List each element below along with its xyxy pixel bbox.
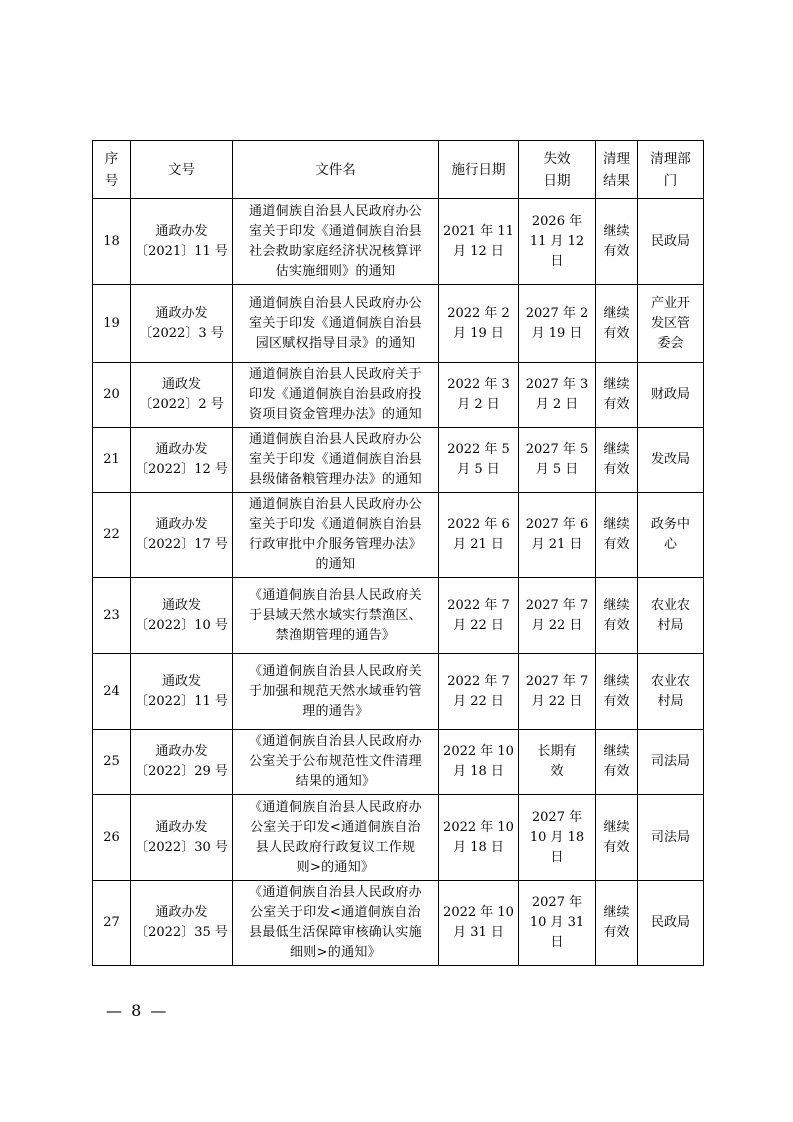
cell-dept: 民政局 [638,881,704,966]
table-row [93,285,704,363]
cell-seq: 25 [93,730,131,795]
cell-result: 继续 有效 [596,795,638,881]
header-doc-no: 文号 [131,141,233,199]
cell-file-name: 《通道侗族自治县人民政府办 公室关于公布规范性文件清理 结果的通知》 [233,730,439,795]
cell-result: 继续 有效 [596,654,638,730]
cell-effective-date: 2021 年 11 月 12 日 [439,199,519,285]
cell-effective-date: 2022 年 5 月 5 日 [439,428,519,493]
cell-result: 继续 有效 [596,428,638,493]
cell-expiry-date: 2027 年 6 月 21 日 [519,493,596,578]
page-number: — 8 — [106,1001,169,1020]
cell-expiry-date: 长期有 效 [519,730,596,795]
cell-result: 继续 有效 [596,363,638,428]
cell-effective-date: 2022 年 7 月 22 日 [439,578,519,654]
table-row [93,493,704,578]
document-table [92,140,704,966]
cell-file-name: 通道侗族自治县人民政府关于 印发《通道侗族自治县政府投 资项目资金管理办法》的通知 [233,363,439,428]
cell-file-name: 《通道侗族自治县人民政府关 于县域天然水域实行禁渔区、 禁渔期管理的通告》 [233,578,439,654]
table-row [93,199,704,285]
cell-doc-no: 通政办发 〔2022〕12 号 [131,428,233,493]
cell-seq: 20 [93,363,131,428]
cell-effective-date: 2022 年 10 月 18 日 [439,730,519,795]
cell-seq: 22 [93,493,131,578]
cell-dept: 产业开 发区管 委会 [638,285,704,363]
header-expiry-date: 失效 日期 [519,141,596,199]
cell-seq: 23 [93,578,131,654]
table-row [93,428,704,493]
cell-expiry-date: 2027 年 5 月 5 日 [519,428,596,493]
cell-file-name: 《通道侗族自治县人民政府办 公室关于印发<通道侗族自治 县最低生活保障审核确认实施 细则>的通知》 [233,881,439,966]
cell-seq: 27 [93,881,131,966]
cell-dept: 农业农 村局 [638,578,704,654]
cell-effective-date: 2022 年 3 月 2 日 [439,363,519,428]
cell-doc-no: 通政办发 〔2022〕30 号 [131,795,233,881]
cell-expiry-date: 2027 年 10 月 18 日 [519,795,596,881]
cell-dept: 司法局 [638,795,704,881]
cell-seq: 26 [93,795,131,881]
cell-effective-date: 2022 年 6 月 21 日 [439,493,519,578]
cell-doc-no: 通政发 〔2022〕10 号 [131,578,233,654]
cell-expiry-date: 2027 年 3 月 2 日 [519,363,596,428]
table-header-row [93,141,704,199]
cell-doc-no: 通政办发 〔2022〕35 号 [131,881,233,966]
cell-doc-no: 通政办发 〔2022〕3 号 [131,285,233,363]
header-file-name: 文件名 [233,141,439,199]
cell-seq: 19 [93,285,131,363]
cell-file-name: 《通道侗族自治县人民政府办 公室关于印发<通道侗族自治 县人民政府行政复议工作规 则>的通知》 [233,795,439,881]
cell-dept: 民政局 [638,199,704,285]
cell-result: 继续 有效 [596,881,638,966]
table-row [93,363,704,428]
table-row [93,881,704,966]
cell-dept: 司法局 [638,730,704,795]
cell-file-name: 通道侗族自治县人民政府办公 室关于印发《通道侗族自治县 社会救助家庭经济状况核算评 估实施细则》的通知 [233,199,439,285]
cell-file-name: 通道侗族自治县人民政府办公 室关于印发《通道侗族自治县 县级储备粮管理办法》的通知 [233,428,439,493]
cell-dept: 财政局 [638,363,704,428]
header-effective-date: 施行日期 [439,141,519,199]
cell-result: 继续 有效 [596,199,638,285]
cell-result: 继续 有效 [596,493,638,578]
cell-doc-no: 通政办发 〔2022〕17 号 [131,493,233,578]
cell-expiry-date: 2027 年 7 月 22 日 [519,578,596,654]
cell-doc-no: 通政办发 〔2021〕11 号 [131,199,233,285]
cell-dept: 政务中 心 [638,493,704,578]
table-row [93,578,704,654]
cell-doc-no: 通政发 〔2022〕2 号 [131,363,233,428]
table-row [93,654,704,730]
cell-seq: 24 [93,654,131,730]
table-row [93,730,704,795]
cell-doc-no: 通政发 〔2022〕11 号 [131,654,233,730]
table-row [93,795,704,881]
cell-result: 继续 有效 [596,578,638,654]
header-dept: 清理部 门 [638,141,704,199]
cell-result: 继续 有效 [596,285,638,363]
cell-seq: 18 [93,199,131,285]
header-seq: 序 号 [93,141,131,199]
cell-expiry-date: 2027 年 2 月 19 日 [519,285,596,363]
cell-effective-date: 2022 年 10 月 18 日 [439,795,519,881]
cell-file-name: 《通道侗族自治县人民政府关 于加强和规范天然水域垂钓管 理的通告》 [233,654,439,730]
cell-dept: 发改局 [638,428,704,493]
cell-effective-date: 2022 年 7 月 22 日 [439,654,519,730]
cell-expiry-date: 2027 年 10 月 31 日 [519,881,596,966]
cell-file-name: 通道侗族自治县人民政府办公 室关于印发《通道侗族自治县 园区赋权指导目录》的通知 [233,285,439,363]
cell-result: 继续 有效 [596,730,638,795]
cell-effective-date: 2022 年 10 月 31 日 [439,881,519,966]
cell-expiry-date: 2026 年 11 月 12 日 [519,199,596,285]
header-result: 清理 结果 [596,141,638,199]
cell-expiry-date: 2027 年 7 月 22 日 [519,654,596,730]
cell-seq: 21 [93,428,131,493]
cell-dept: 农业农 村局 [638,654,704,730]
cell-effective-date: 2022 年 2 月 19 日 [439,285,519,363]
cell-file-name: 通道侗族自治县人民政府办公 室关于印发《通道侗族自治县 行政审批中介服务管理办法》 的通知 [233,493,439,578]
cell-doc-no: 通政办发 〔2022〕29 号 [131,730,233,795]
